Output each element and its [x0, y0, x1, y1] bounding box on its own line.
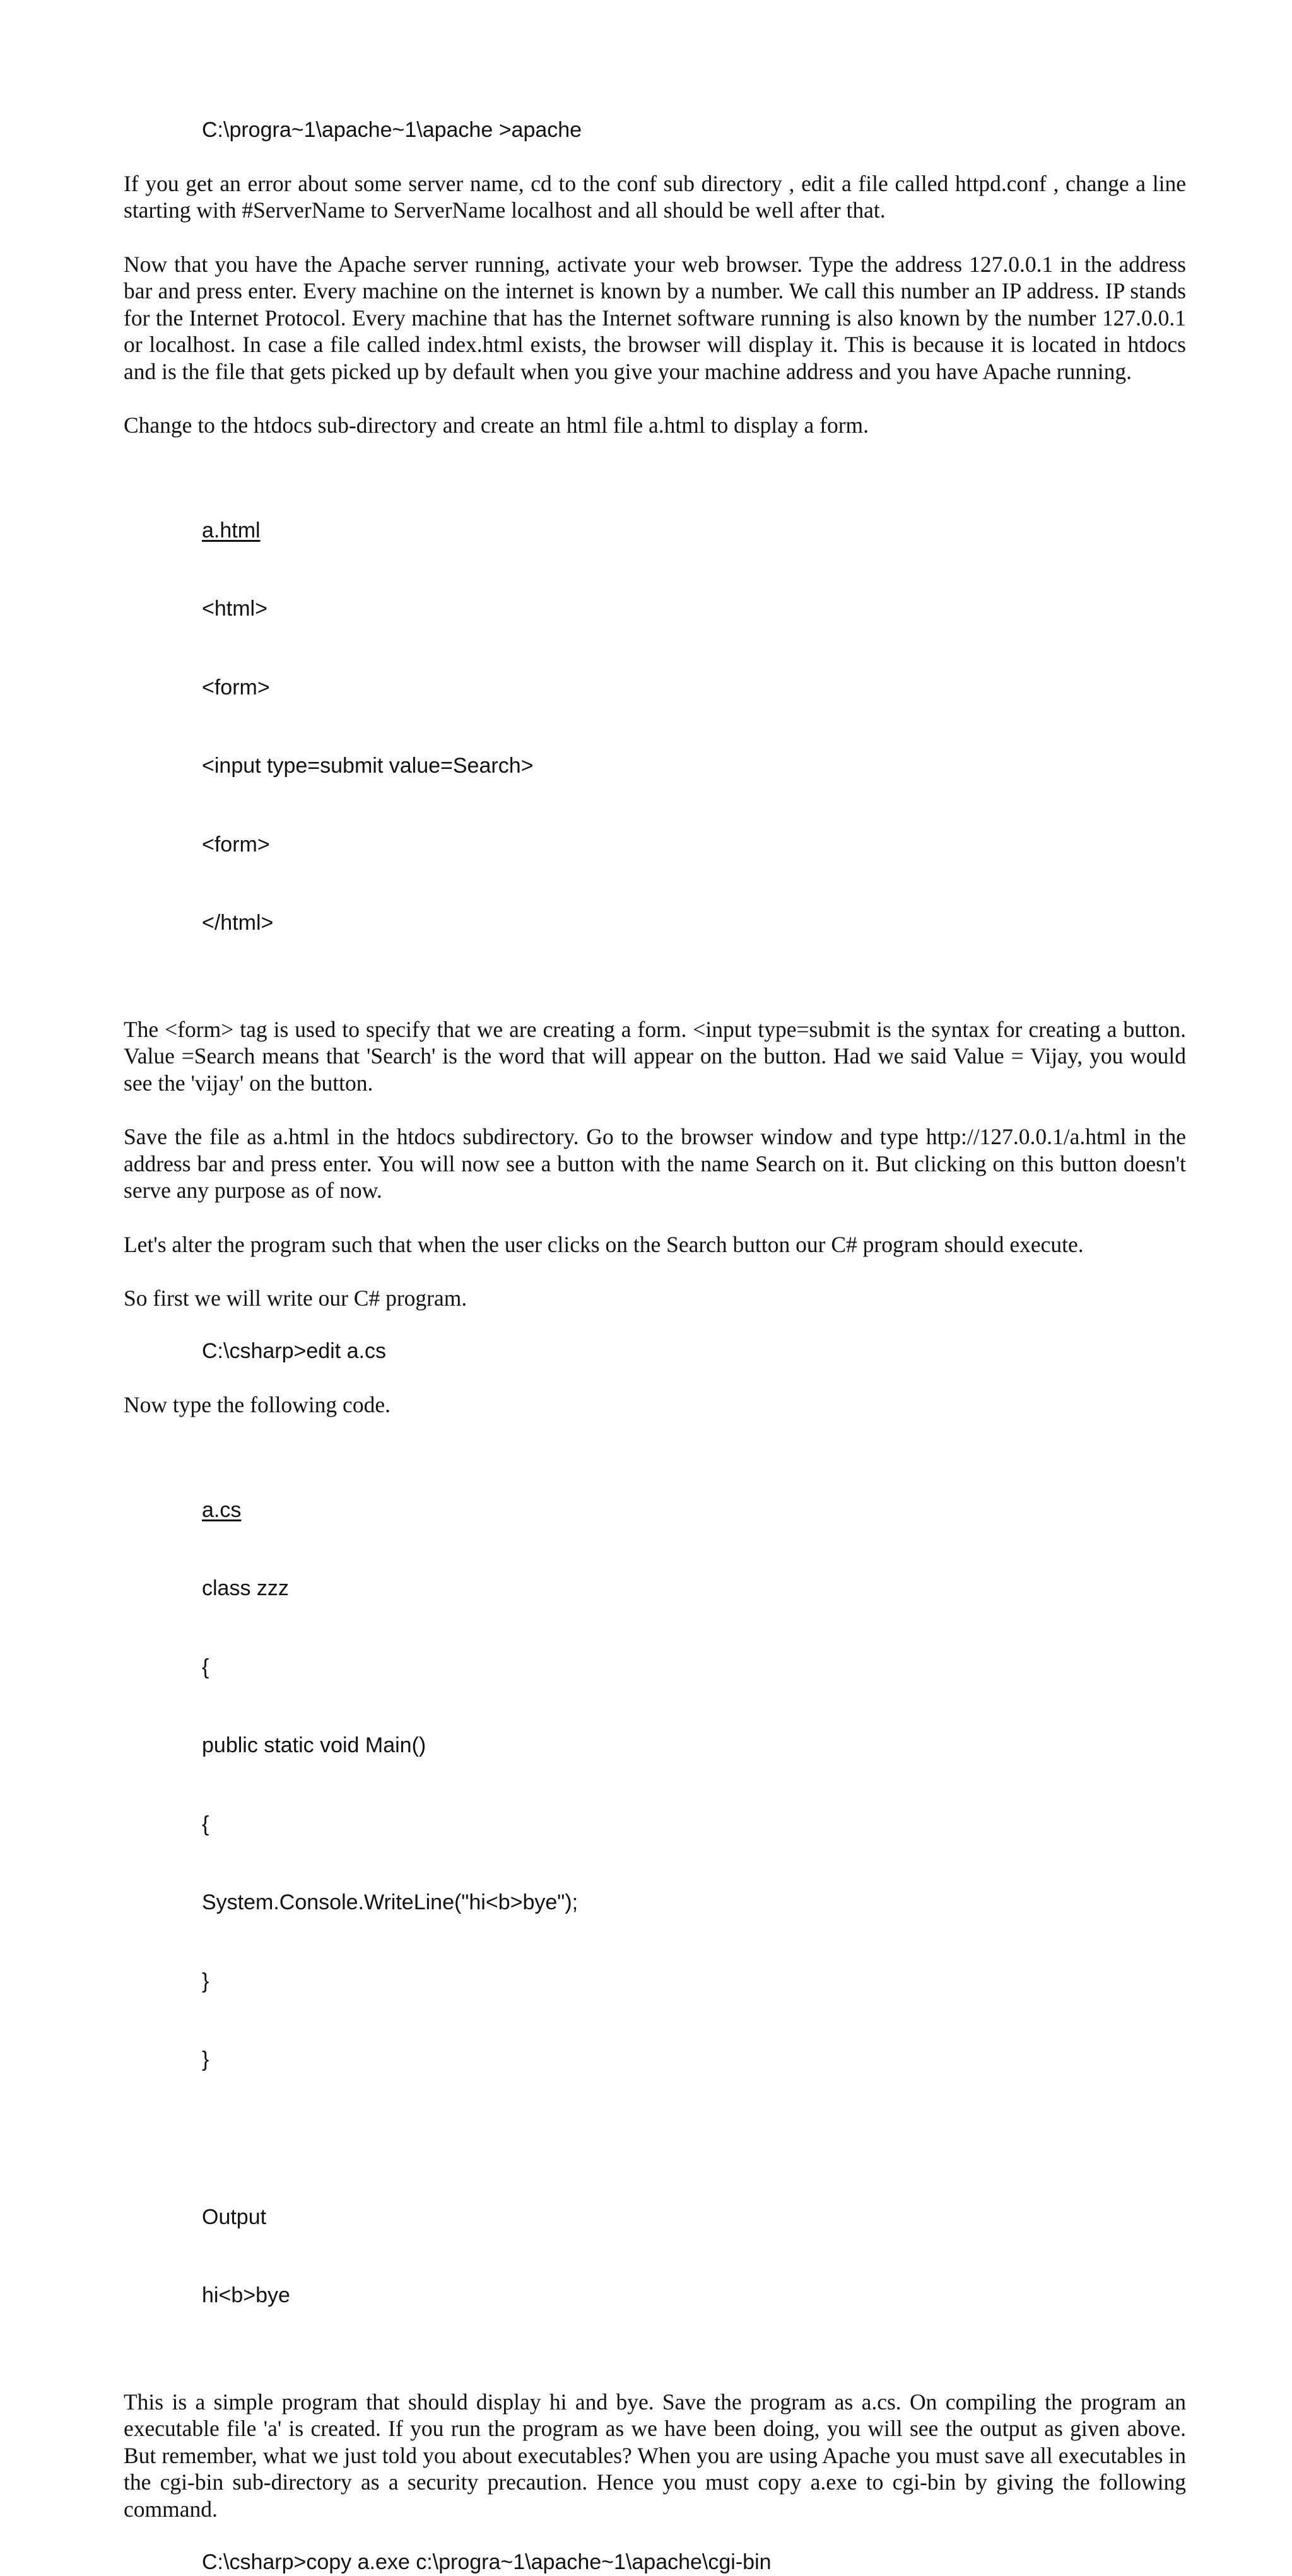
code-line: </html>	[202, 911, 274, 935]
code-line: System.Console.WriteLine("hi<b>bye");	[202, 1890, 578, 1914]
code-line: }	[202, 1969, 209, 1993]
code-line: <html>	[202, 597, 267, 621]
code-title-a-html: a.html	[202, 518, 261, 542]
code-line: }	[202, 2047, 209, 2071]
code-line: <form>	[202, 675, 270, 700]
paragraph-form-tag: The <form> tag is used to specify that we are creating a form. <input type=submit is the syntax for creating a button. Value =Search means that 'Search' is the word that will appear on the button. Had we said Value = Vijay, you would see the 'vijay' on the button.	[124, 1016, 1186, 1096]
code-line: public static void Main()	[202, 1733, 426, 1757]
code-line: <form>	[202, 832, 270, 857]
paragraph-apache-running: Now that you have the Apache server running, activate your web browser. Type the address 127.0.0.1 in the address bar and press enter. Every machine on the internet is known by a number. We call this number an IP address. IP stands for the Internet Protocol. Every machine that has the Internet software running is also known by the number 127.0.0.1 or localhost. In case a file called index.html exists, the browser will display it. This is because it is located in htdocs and is the file that gets picked up by default when you give your machine address and you have Apache running.	[124, 251, 1186, 384]
command-start-apache: C:\progra~1\apache~1\apache >apache	[202, 118, 582, 142]
code-block-a-html	[202, 465, 1186, 989]
code-line: {	[202, 1654, 209, 1679]
paragraph-save-file: Save the file as a.html in the htdocs subdirectory. Go to the browser window and type http://127.0.0.1/a.html in the address bar and press enter. You will now see a button with the name Search on it. But clicking on this button doesn't serve any purpose as of now.	[124, 1124, 1186, 1203]
paragraph-change-htdocs: Change to the htdocs sub-directory and create an html file a.html to display a form.	[124, 413, 869, 438]
paragraph-simple-program: This is a simple program that should display hi and bye. Save the program as a.cs. On compiling the program an executable file 'a' is created. If you run the program as we have been doing, you will see the output as given above. But remember, what we just told you about executables? When you are using Apache you must save all executables in the cgi-bin sub-directory as a security precaution. Hence you must copy a.exe to cgi-bin by giving the following command.	[124, 2389, 1186, 2522]
code-line: {	[202, 1812, 209, 1836]
output-value: hi<b>bye	[202, 2283, 290, 2307]
code-line: <input type=submit value=Search>	[202, 754, 534, 778]
code-line: class zzz	[202, 1576, 289, 1600]
code-title-a-cs: a.cs	[202, 1497, 242, 1522]
command-edit-cs: C:\csharp>edit a.cs	[202, 1338, 386, 1363]
output-block	[202, 2152, 1186, 2362]
output-label: Output	[202, 2204, 267, 2229]
command-copy-exe: C:\csharp>copy a.exe c:\progra~1\apache~1\apache\cgi-bin	[202, 2550, 772, 2574]
paragraph-alter-program: Let's alter the program such that when the user clicks on the Search button our C# program should execute.	[124, 1231, 1084, 1257]
paragraph-first-program: So first we will write our C# program.	[124, 1285, 467, 1311]
code-block-a-cs	[202, 1445, 1186, 2126]
paragraph-type-code: Now type the following code.	[124, 1392, 391, 1417]
paragraph-servername: If you get an error about some server name, cd to the conf sub directory , edit a file called httpd.conf , change a line starting with #ServerName to ServerName localhost and all should be well after that.	[124, 170, 1186, 223]
